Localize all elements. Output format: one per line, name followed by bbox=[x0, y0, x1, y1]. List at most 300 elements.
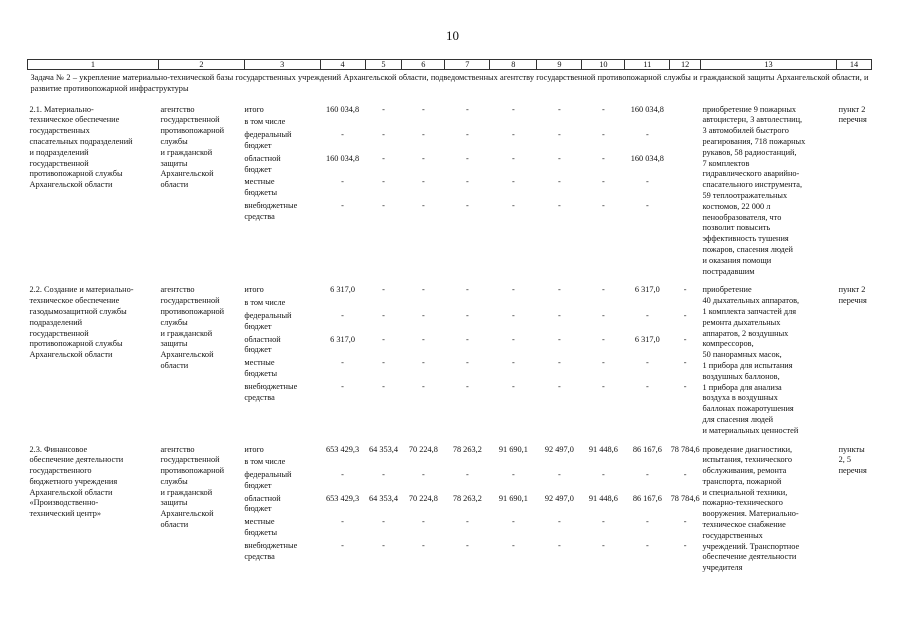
value: 64 353,4 bbox=[368, 493, 398, 503]
expected-result bbox=[703, 445, 835, 575]
value bbox=[582, 117, 625, 130]
spacer-cell bbox=[28, 97, 872, 105]
value bbox=[490, 457, 537, 470]
value-cell bbox=[625, 445, 670, 575]
value: 70 224,8 bbox=[408, 444, 438, 454]
measure-name-line: государственной bbox=[29, 328, 89, 338]
agency-line: противопожарной bbox=[160, 306, 225, 316]
measure-name-line: Архангельской области bbox=[29, 350, 113, 360]
funding-source-label: бюджет bbox=[244, 480, 272, 490]
value: - bbox=[511, 517, 515, 527]
value bbox=[670, 117, 701, 130]
value: 91 448,6 bbox=[588, 444, 618, 454]
value: - bbox=[601, 470, 605, 480]
value bbox=[625, 457, 670, 470]
value: - bbox=[465, 381, 469, 391]
agency-line: области bbox=[160, 180, 189, 190]
value: - bbox=[558, 334, 561, 344]
value: - bbox=[601, 517, 605, 527]
expected-result-line: 1 комплекта запчастей для bbox=[702, 306, 797, 316]
value: - bbox=[421, 130, 425, 140]
value: - bbox=[511, 200, 515, 210]
value bbox=[402, 298, 445, 311]
value: - bbox=[683, 540, 687, 550]
funding-source bbox=[244, 335, 318, 359]
indicator-cell bbox=[837, 285, 872, 436]
expected-result-line: реагирования, 718 пожарных bbox=[702, 136, 806, 146]
value: 160 034,8 bbox=[630, 104, 664, 114]
funding-source bbox=[244, 517, 318, 541]
expected-result-line: 59 теплоотражательных bbox=[702, 190, 788, 200]
value: - bbox=[421, 104, 425, 114]
value: 653 429,3 bbox=[325, 493, 360, 503]
value: 6 317,0 bbox=[330, 334, 355, 344]
column-number: 11 bbox=[625, 60, 670, 70]
value: - bbox=[465, 540, 469, 550]
funding-source-label: местные bbox=[244, 358, 275, 368]
value: 91 690,1 bbox=[498, 493, 528, 503]
value: - bbox=[465, 153, 469, 163]
expected-result bbox=[703, 105, 835, 278]
value: - bbox=[601, 153, 605, 163]
expected-result-line: обеспечение деятельности bbox=[702, 552, 797, 562]
value: - bbox=[558, 470, 561, 480]
measure-name-line: государственной bbox=[29, 158, 89, 168]
expected-result-line: и материальных ценностей bbox=[702, 425, 799, 435]
expected-result-line: вооружения. Материально- bbox=[702, 509, 799, 519]
value: - bbox=[421, 517, 425, 527]
funding-source bbox=[244, 201, 318, 225]
value bbox=[490, 298, 537, 311]
agency-line: государственной bbox=[160, 115, 220, 125]
funding-source bbox=[244, 541, 318, 565]
value bbox=[537, 117, 582, 130]
measure-name-line: подразделений bbox=[29, 317, 83, 327]
funding-source-label: местные bbox=[244, 517, 275, 527]
value: - bbox=[601, 200, 605, 210]
column-number: 8 bbox=[490, 60, 537, 70]
value: - bbox=[341, 177, 344, 187]
funding-source-label: федеральный bbox=[244, 470, 292, 480]
value: 86 167,6 bbox=[632, 493, 662, 503]
expected-result-line: пострадавшим bbox=[702, 266, 755, 276]
value: - bbox=[558, 104, 561, 114]
measure-name-line: Архангельской области bbox=[29, 487, 113, 497]
expected-result-line: приобретение 9 пожарных bbox=[702, 104, 797, 114]
measure-name-cell bbox=[28, 285, 159, 436]
expected-result-line: и оказания помощи bbox=[702, 255, 772, 265]
measure-name-line: государственного bbox=[29, 466, 92, 476]
expected-result-line: позволит повысить bbox=[702, 223, 771, 233]
value: - bbox=[341, 540, 344, 550]
value: - bbox=[601, 358, 605, 368]
value: - bbox=[382, 177, 385, 187]
value: - bbox=[341, 381, 344, 391]
value-cell bbox=[625, 105, 670, 278]
value: - bbox=[511, 153, 515, 163]
value: - bbox=[558, 177, 561, 187]
value: - bbox=[601, 334, 605, 344]
value: - bbox=[511, 310, 515, 320]
value: - bbox=[558, 358, 561, 368]
value bbox=[402, 117, 445, 130]
measure-name-cell bbox=[28, 445, 159, 575]
expected-result-line: гидравлического аварийно- bbox=[702, 169, 800, 179]
measure-name bbox=[30, 445, 157, 521]
expected-result-line: учреждений. Транспортное bbox=[702, 541, 800, 551]
value: - bbox=[511, 130, 515, 140]
value-cell bbox=[402, 445, 445, 575]
agency-line: защиты bbox=[160, 339, 188, 349]
value: - bbox=[558, 517, 561, 527]
agency-line: Архангельской bbox=[160, 169, 214, 179]
agency-line: Архангельской bbox=[160, 350, 214, 360]
value: - bbox=[645, 177, 649, 187]
measure-row bbox=[28, 105, 872, 278]
expected-result-cell bbox=[701, 105, 837, 278]
agency-line: службы bbox=[160, 476, 188, 486]
funding-source-label: областной bbox=[244, 334, 281, 344]
value: 160 034,8 bbox=[325, 104, 360, 114]
indicator-ref-line: перечня bbox=[838, 296, 867, 306]
value: - bbox=[382, 130, 385, 140]
value-cell bbox=[582, 285, 625, 436]
agency-cell bbox=[158, 105, 244, 278]
agency-cell bbox=[158, 445, 244, 575]
value: 6 317,0 bbox=[634, 334, 660, 344]
value bbox=[320, 298, 365, 311]
value bbox=[670, 130, 701, 154]
value: - bbox=[511, 470, 515, 480]
value: - bbox=[421, 470, 425, 480]
value: 91 690,1 bbox=[498, 444, 528, 454]
funding-source-label: областной bbox=[244, 493, 281, 503]
measure-name-line: техническое обеспечение bbox=[29, 115, 120, 125]
value: 160 034,8 bbox=[325, 153, 360, 163]
value-cell bbox=[365, 445, 402, 575]
value bbox=[537, 457, 582, 470]
funding-source bbox=[244, 154, 318, 178]
value: - bbox=[465, 334, 469, 344]
value: - bbox=[341, 200, 344, 210]
agency-cell bbox=[158, 285, 244, 436]
value: 78 784,6 bbox=[670, 444, 700, 454]
value: - bbox=[558, 200, 561, 210]
value: - bbox=[558, 153, 561, 163]
value: - bbox=[645, 517, 649, 527]
value-cell bbox=[625, 285, 670, 436]
value: - bbox=[382, 200, 385, 210]
value: - bbox=[601, 310, 605, 320]
funding-source bbox=[244, 130, 318, 154]
expected-result-line: приобретение bbox=[702, 285, 752, 295]
measure-name-line: обеспечение деятельности bbox=[29, 455, 124, 465]
value: - bbox=[645, 358, 649, 368]
funding-source bbox=[244, 494, 318, 518]
value: - bbox=[382, 285, 385, 295]
expected-result-line: рукавов, 58 радиостанций, bbox=[702, 147, 797, 157]
value: - bbox=[382, 470, 385, 480]
value: - bbox=[558, 285, 561, 295]
funding-source-label: итого bbox=[244, 444, 264, 454]
value: 92 497,0 bbox=[544, 493, 574, 503]
agency bbox=[160, 445, 242, 531]
agency-line: службы bbox=[160, 136, 188, 146]
indicator-ref-line: пункты bbox=[838, 444, 865, 454]
spacer-cell bbox=[28, 277, 872, 285]
value bbox=[625, 298, 670, 311]
value: 70 224,8 bbox=[408, 493, 438, 503]
value: - bbox=[511, 540, 515, 550]
agency-line: агентство bbox=[160, 104, 195, 114]
measure-name-line: 2.2. Создание и материально- bbox=[29, 285, 134, 295]
expected-result-line: транспорта, пожарной bbox=[702, 476, 782, 486]
value: - bbox=[341, 310, 344, 320]
expected-result-line: аппаратов, 2 воздушных bbox=[702, 328, 789, 338]
agency-line: государственной bbox=[160, 296, 220, 306]
expected-result-line: костюмов, 22 000 л bbox=[702, 201, 771, 211]
value: 6 317,0 bbox=[634, 285, 660, 295]
measure-name-line: технический центр» bbox=[29, 509, 102, 519]
value: - bbox=[382, 540, 385, 550]
measure-name-line: противопожарной службы bbox=[29, 339, 123, 349]
funding-source bbox=[244, 382, 318, 406]
value-cell bbox=[320, 445, 365, 575]
value bbox=[670, 457, 701, 470]
expected-result-line: проведение диагностики, bbox=[702, 444, 793, 454]
column-number: 10 bbox=[582, 60, 625, 70]
funding-source bbox=[244, 105, 318, 118]
measure-name-line: 2.1. Материально- bbox=[29, 104, 94, 114]
value bbox=[537, 298, 582, 311]
funding-source bbox=[244, 298, 318, 311]
value: - bbox=[465, 310, 469, 320]
measure-name-line: государственных bbox=[29, 126, 90, 136]
indicator-ref-line: пункт 2 bbox=[838, 285, 866, 295]
value-cell bbox=[670, 445, 701, 575]
indicator-ref-line: 2, 5 bbox=[838, 455, 852, 465]
agency-line: агентство bbox=[160, 444, 195, 454]
funding-source bbox=[244, 445, 318, 458]
value: - bbox=[683, 310, 687, 320]
measure-row bbox=[28, 445, 872, 575]
value: 6 317,0 bbox=[330, 285, 355, 295]
funding-source-label: в том числе bbox=[244, 117, 286, 127]
measure-name bbox=[30, 105, 157, 191]
column-number: 6 bbox=[402, 60, 445, 70]
funding-source-label: средства bbox=[244, 392, 275, 402]
expected-result-line: техническое снабжение bbox=[702, 520, 786, 530]
funding-source-label: средства bbox=[244, 551, 275, 561]
value: - bbox=[645, 310, 649, 320]
expected-result-line: испытания, технического bbox=[702, 455, 792, 465]
value: - bbox=[601, 130, 605, 140]
task-row bbox=[28, 70, 872, 97]
value: - bbox=[341, 470, 344, 480]
value: - bbox=[511, 104, 515, 114]
value: - bbox=[511, 285, 515, 295]
funding-source-label: бюджеты bbox=[244, 188, 278, 198]
expected-result-line: государственных bbox=[702, 530, 763, 540]
column-number: 4 bbox=[320, 60, 365, 70]
value: - bbox=[421, 358, 425, 368]
value: 78 263,2 bbox=[452, 444, 482, 454]
column-number: 7 bbox=[445, 60, 490, 70]
value: - bbox=[382, 358, 385, 368]
value: 653 429,3 bbox=[325, 444, 360, 454]
value bbox=[670, 177, 701, 201]
value: - bbox=[382, 334, 385, 344]
expected-result-cell bbox=[701, 445, 837, 575]
value: - bbox=[465, 200, 469, 210]
expected-result-line: пенообразователя, что bbox=[702, 212, 782, 222]
value bbox=[365, 457, 402, 470]
value: - bbox=[558, 540, 561, 550]
expected-result-line: 7 комплектов bbox=[702, 158, 750, 168]
indicator-ref-line: пункт 2 bbox=[838, 104, 866, 114]
expected-result-line: спасательного инструмента, bbox=[702, 180, 803, 190]
value: - bbox=[601, 104, 605, 114]
funding-source bbox=[244, 285, 318, 298]
indicator-cell bbox=[837, 445, 872, 575]
indicator-ref bbox=[839, 445, 870, 477]
value: - bbox=[465, 177, 469, 187]
value bbox=[490, 117, 537, 130]
value: - bbox=[465, 104, 469, 114]
value: - bbox=[511, 177, 515, 187]
value: - bbox=[683, 334, 687, 344]
value-cell bbox=[365, 105, 402, 278]
expected-result-line: баллонах пожаротушения bbox=[702, 404, 794, 414]
value: - bbox=[683, 381, 687, 391]
expected-result-cell bbox=[701, 285, 837, 436]
measure-name-line: 2.3. Финансовое bbox=[29, 444, 88, 454]
value: 92 497,0 bbox=[544, 444, 574, 454]
column-number: 13 bbox=[701, 60, 837, 70]
indicator-ref bbox=[839, 105, 870, 127]
measure-name-line: и подразделений bbox=[29, 147, 89, 157]
value: - bbox=[511, 358, 515, 368]
value: - bbox=[645, 381, 649, 391]
value: - bbox=[683, 517, 687, 527]
expected-result-line: 1 прибора для испытания bbox=[702, 360, 793, 370]
funding-source-label: бюджеты bbox=[244, 368, 278, 378]
agency-line: области bbox=[160, 360, 189, 370]
indicator-ref-line: перечня bbox=[838, 466, 867, 476]
value: - bbox=[683, 470, 687, 480]
row-spacer bbox=[28, 437, 872, 445]
value: - bbox=[465, 358, 469, 368]
value-cell bbox=[537, 285, 582, 436]
value: - bbox=[601, 540, 605, 550]
value: 160 034,8 bbox=[630, 153, 664, 163]
funding-source-label: в том числе bbox=[244, 298, 286, 308]
measure-name-line: противопожарной службы bbox=[29, 169, 123, 179]
value: - bbox=[465, 285, 469, 295]
funding-source-label: местные bbox=[244, 177, 275, 187]
value: 78 784,6 bbox=[670, 493, 700, 503]
measure-name-cell bbox=[28, 105, 159, 278]
agency-line: и гражданской bbox=[160, 487, 213, 497]
expected-result-line: обслуживания, ремонта bbox=[702, 466, 787, 476]
indicator-ref bbox=[839, 285, 870, 307]
measure-name-line: газодымозащитной службы bbox=[29, 306, 127, 316]
value: - bbox=[511, 334, 515, 344]
measure-name-line: бюджетного учреждения bbox=[29, 476, 118, 486]
value: - bbox=[601, 177, 605, 187]
value bbox=[445, 117, 490, 130]
agency bbox=[160, 105, 242, 191]
expected-result-line: автоцистерн, 3 автолестниц, bbox=[702, 115, 803, 125]
value: - bbox=[465, 130, 469, 140]
value: - bbox=[421, 200, 425, 210]
value: - bbox=[341, 517, 344, 527]
value: - bbox=[511, 381, 515, 391]
value: - bbox=[341, 130, 344, 140]
agency-line: Архангельской bbox=[160, 509, 214, 519]
value-cell bbox=[402, 285, 445, 436]
value-cell bbox=[537, 445, 582, 575]
funding-source-cell bbox=[244, 105, 320, 278]
value bbox=[365, 298, 402, 311]
funding-source bbox=[244, 470, 318, 494]
value: - bbox=[382, 310, 385, 320]
expected-result-line: 50 панорамных масок, bbox=[702, 350, 782, 360]
indicator-ref-line: перечня bbox=[838, 115, 867, 125]
value: - bbox=[601, 285, 605, 295]
agency-line: службы bbox=[160, 317, 188, 327]
column-number: 9 bbox=[537, 60, 582, 70]
value: - bbox=[683, 358, 687, 368]
value: - bbox=[382, 381, 385, 391]
agency-line: области bbox=[160, 520, 189, 530]
expected-result-line: и специальной техники, bbox=[702, 487, 788, 497]
value: - bbox=[421, 334, 425, 344]
agency-line: противопожарной bbox=[160, 466, 225, 476]
column-number: 5 bbox=[365, 60, 402, 70]
value: - bbox=[382, 153, 385, 163]
value: 64 353,4 bbox=[368, 444, 398, 454]
row-spacer bbox=[28, 277, 872, 285]
expected-result-line: ремонта дыхательных bbox=[702, 317, 781, 327]
value: - bbox=[465, 517, 469, 527]
measure-name-line: Архангельской области bbox=[29, 180, 113, 190]
value-cell bbox=[490, 285, 537, 436]
expected-result-line: эффективность тушения bbox=[702, 234, 789, 244]
value bbox=[670, 105, 701, 118]
expected-result-line: пожаров, спасения людей bbox=[702, 244, 793, 254]
value: - bbox=[645, 130, 649, 140]
value: - bbox=[382, 517, 385, 527]
measure-row bbox=[28, 285, 872, 436]
value-cell bbox=[365, 285, 402, 436]
value: - bbox=[558, 381, 561, 391]
value-cell bbox=[445, 445, 490, 575]
funding-source bbox=[244, 311, 318, 335]
funding-source-label: бюджет bbox=[244, 140, 272, 150]
spacer-cell bbox=[28, 437, 872, 445]
value: - bbox=[341, 358, 344, 368]
task-description: Задача № 2 – укрепление материально-технической базы государственных учреждений Архангельской области, подведомственных агентству государственной противопожарной службы и гражданской защиты Архангельской области, и развитие противопожарной инфраструктуры bbox=[30, 73, 869, 93]
value bbox=[582, 457, 625, 470]
funding-source-label: итого bbox=[244, 104, 264, 114]
value-cell bbox=[320, 105, 365, 278]
column-number: 2 bbox=[158, 60, 244, 70]
column-number: 3 bbox=[244, 60, 320, 70]
funding-source-cell bbox=[244, 285, 320, 436]
value: - bbox=[421, 177, 425, 187]
funding-source-label: внебюджетные bbox=[244, 540, 298, 550]
